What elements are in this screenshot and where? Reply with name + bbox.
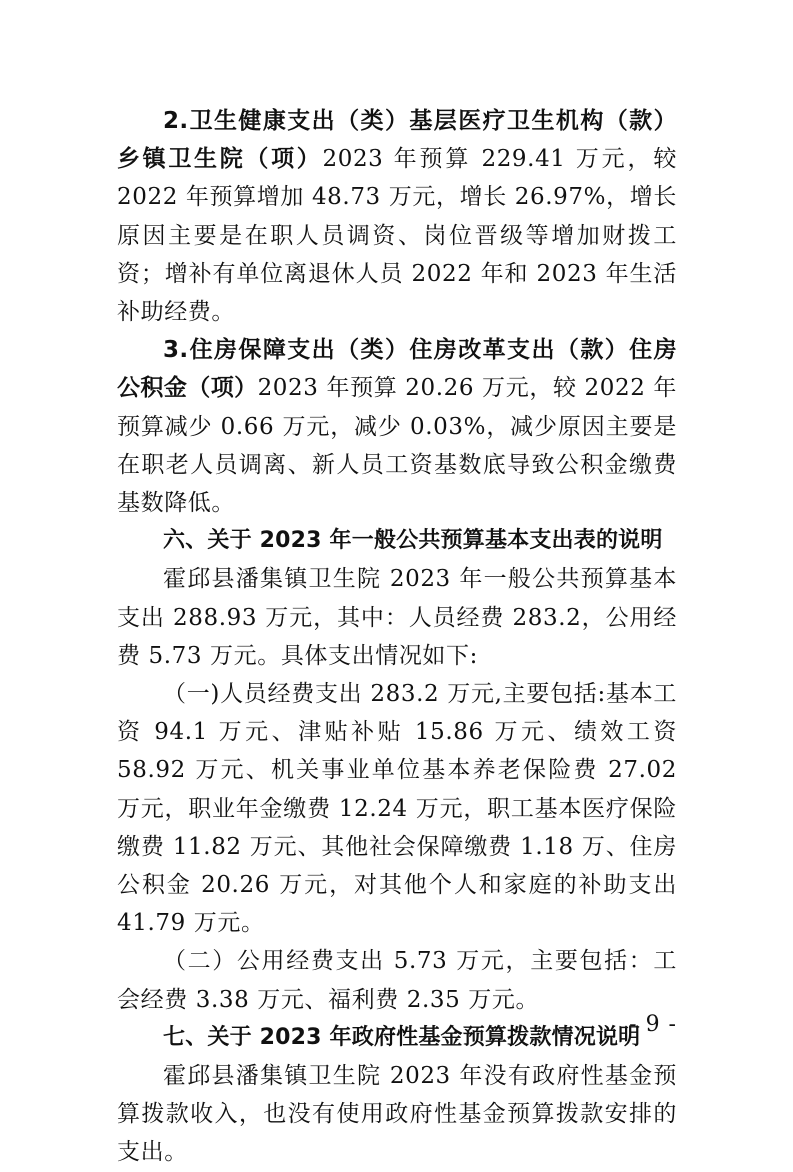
paragraph-text: 2023 年预算 229.41 万元，较 2022 年预算增加 48.73 万元，增长 26.97%，增长原因主要是在职人员调资、岗位晋级等增加财拨工资；增补有单位离退休人员 2022 年和 2023 年生活补助经费。	[117, 146, 677, 326]
paragraph-health-expenditure	[117, 102, 677, 331]
paragraph-housing-expenditure	[117, 331, 677, 522]
section-heading-7: 七、关于 2023 年政府性基金预算拨款情况说明	[163, 1024, 641, 1050]
document-page	[117, 102, 677, 1172]
paragraph-government-fund: 霍邱县潘集镇卫生院 2023 年没有政府性基金预算拨款收入，也没有使用政府性基金预算拨款安排的支出。	[117, 1063, 677, 1166]
paragraph-public-expenditure: （二）公用经费支出 5.73 万元，主要包括：工会经费 3.38 万元、福利费 2.35 万元。	[117, 948, 677, 1013]
section-heading-6: 六、关于 2023 年一般公共预算基本支出表的说明	[163, 528, 663, 554]
paragraph-basic-expenditure-summary: 霍邱县潘集镇卫生院 2023 年一般公共预算基本支出 288.93 万元，其中：人员经费 283.2，公用经费 5.73 万元。具体支出情况如下:	[117, 566, 677, 669]
paragraph-text: 2023 年预算 20.26 万元，较 2022 年预算减少 0.66 万元，减少 0.03%，减少原因主要是在职老人员调离、新人员工资基数底导致公积金缴费基数降低。	[117, 375, 677, 517]
paragraph-lead: 3.住房保障支出（类）住房改革支出（款）住房公积金（项）	[117, 337, 677, 402]
paragraph-lead: 2.卫生健康支出（类）基层医疗卫生机构（款）乡镇卫生院（项）	[117, 108, 677, 173]
paragraph-personnel-expenditure: （一)人员经费支出 283.2 万元,主要包括:基本工资 94.1 万元、津贴补贴 15.86 万元、绩效工资 58.92 万元、机关事业单位基本养老保险费 27.02 万元，职业年金缴费 12.24 万元，职工基本医疗保险缴费 11.82 万元、其他社会保障缴费 1.18 万、住房公积金 20.26 万元，对其他个人和家庭的补助支出 41.79 万元。	[117, 681, 677, 937]
page-number: - 9 -	[629, 1012, 677, 1037]
